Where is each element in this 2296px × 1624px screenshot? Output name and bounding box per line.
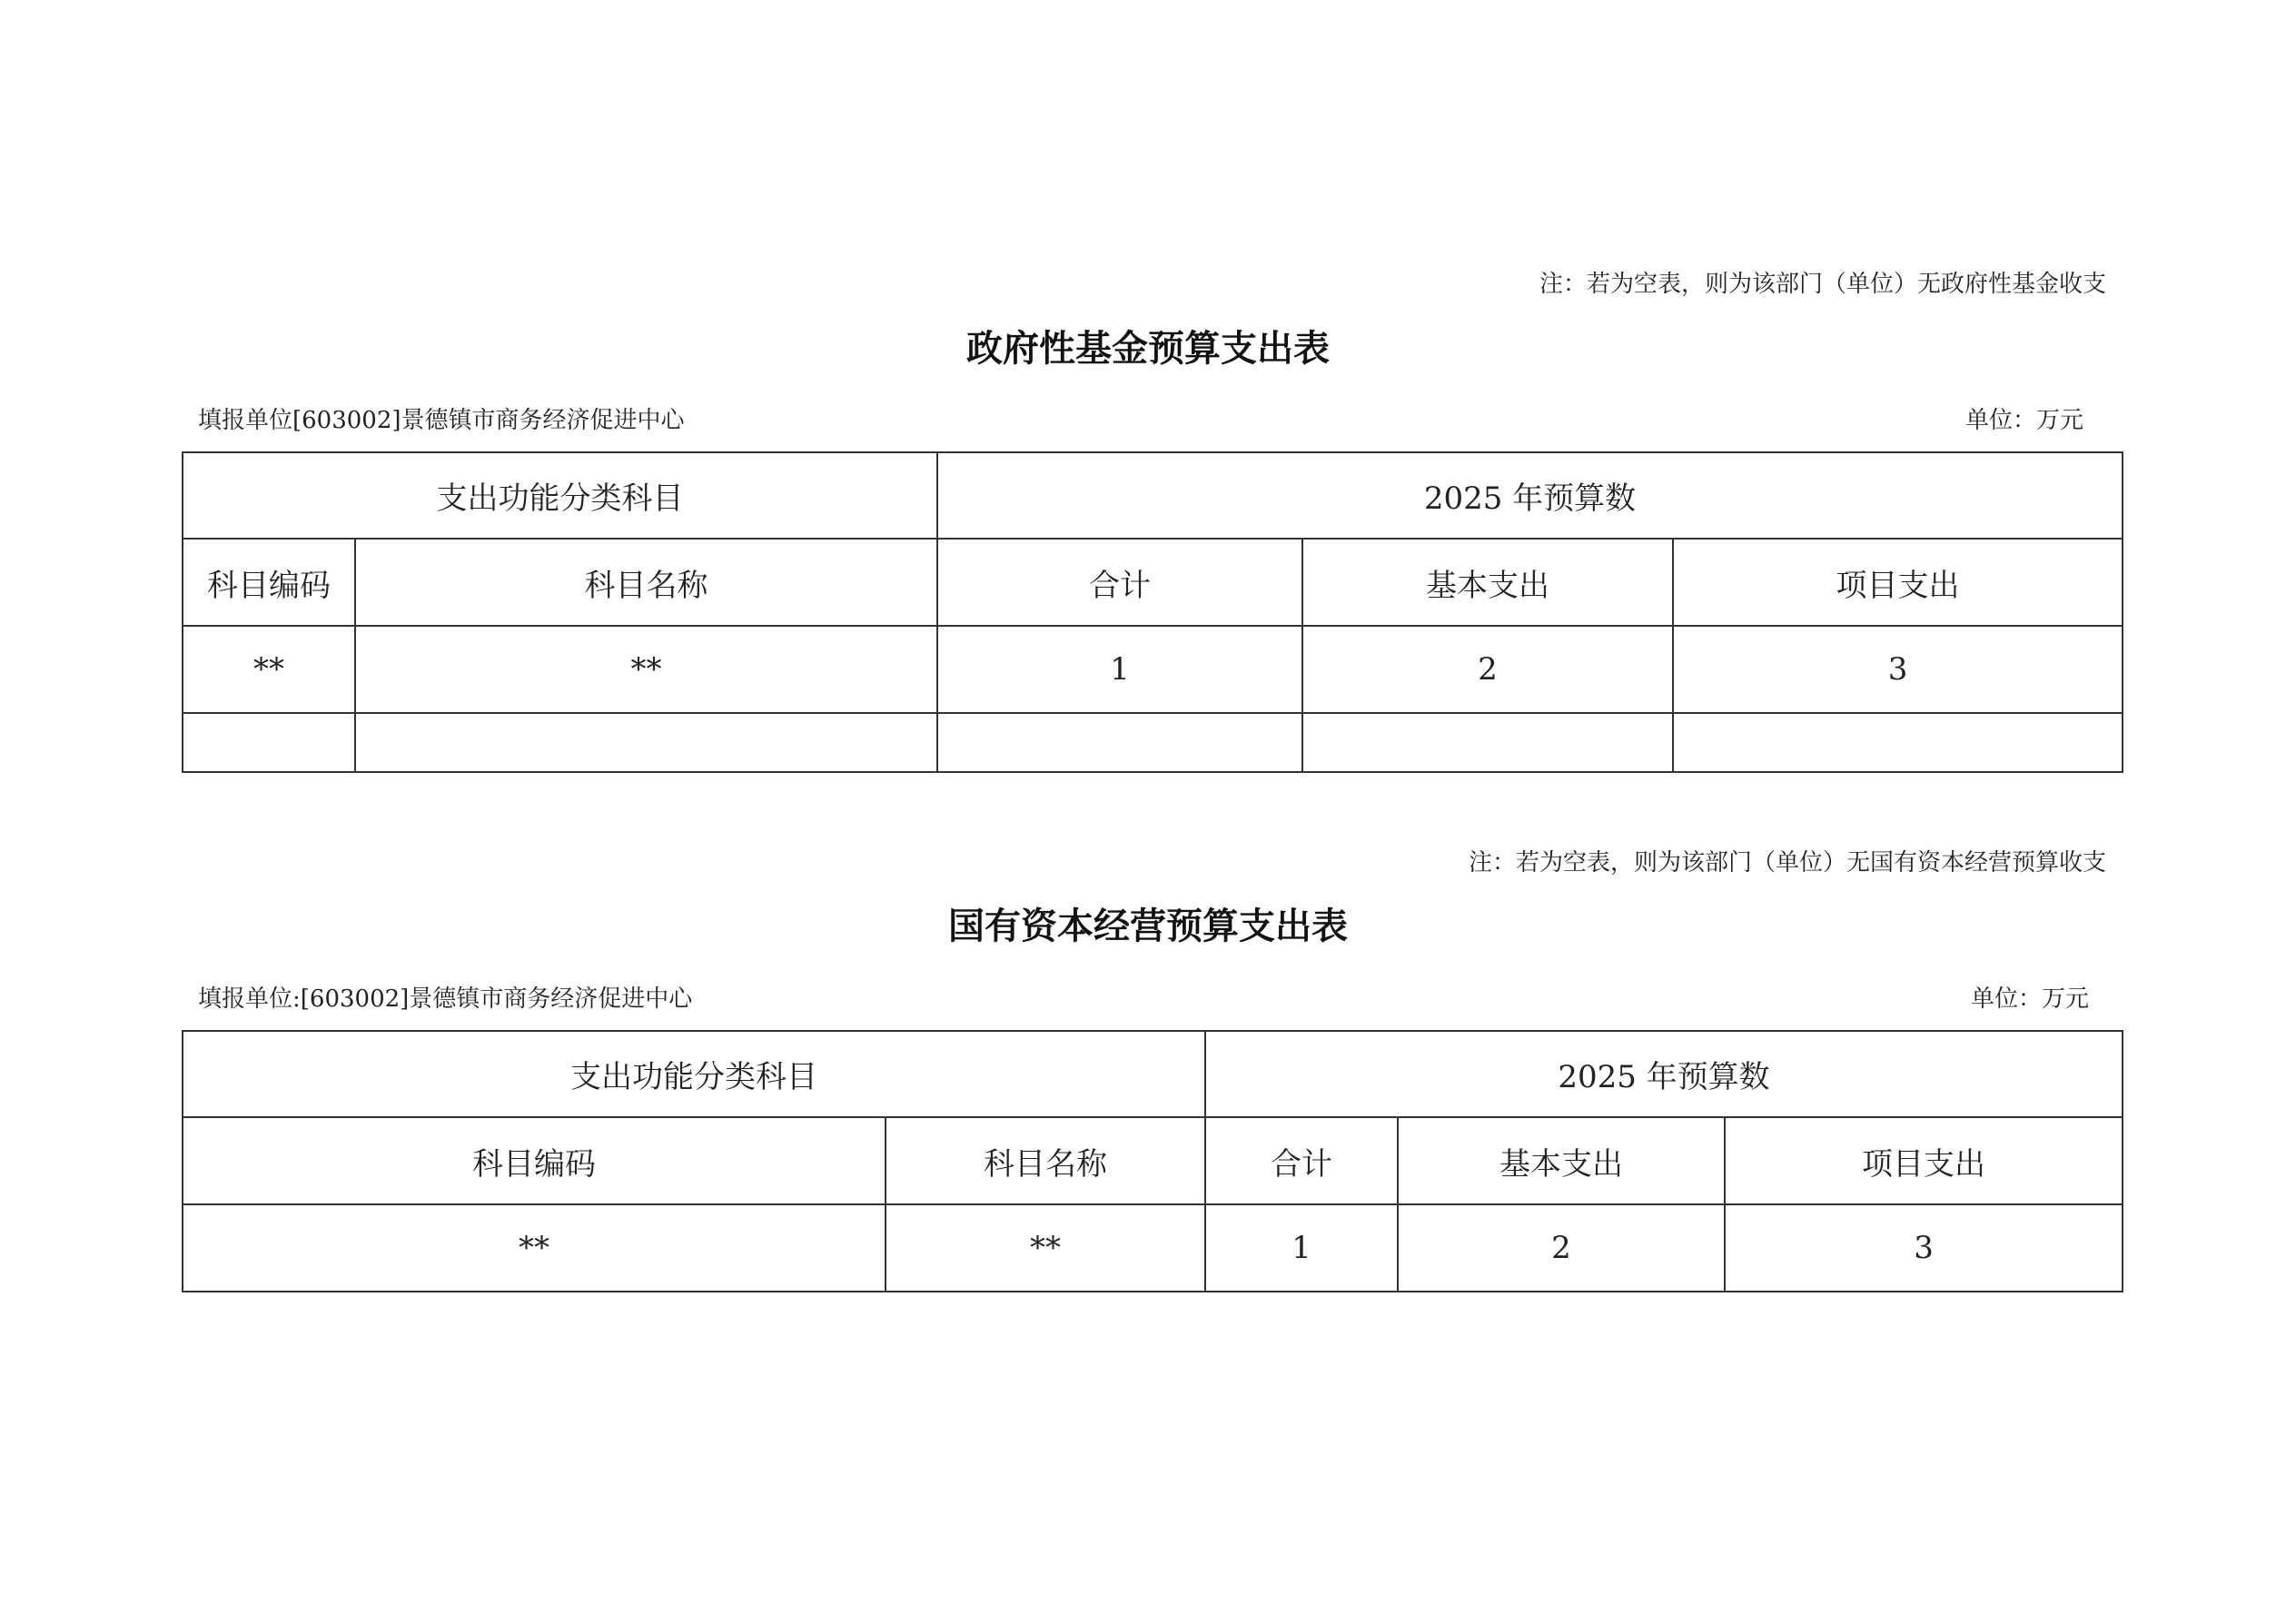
table1-group-header-row — [183, 452, 2123, 539]
table1-data-row — [183, 713, 2123, 772]
table2-index-row — [183, 1204, 2123, 1292]
table2-col-header: 项目支出 — [1725, 1117, 2123, 1204]
table1-col-header: 项目支出 — [1673, 539, 2123, 626]
table1-col-header: 合计 — [937, 539, 1302, 626]
table2-index-cell: 1 — [1205, 1204, 1398, 1292]
table2-index-cell: 2 — [1398, 1204, 1725, 1292]
table1-data-cell — [183, 713, 355, 772]
table1-col-header: 科目名称 — [355, 539, 937, 626]
table2-header-group-left: 支出功能分类科目 — [183, 1031, 1205, 1117]
table2-col-header: 科目编码 — [183, 1117, 886, 1204]
table1-index-cell: ** — [355, 626, 937, 713]
table1-index-cell: 3 — [1673, 626, 2123, 713]
table2-unit: 单位：万元 — [1970, 985, 2089, 1013]
table2-index-cell: 3 — [1725, 1204, 2123, 1292]
table2-column-header-row — [183, 1117, 2123, 1204]
table1-col-header: 科目编码 — [183, 539, 355, 626]
table1-index-cell: ** — [183, 626, 355, 713]
table1-column-header-row — [183, 539, 2123, 626]
table1-data-cell — [355, 713, 937, 772]
table2-unit-org: 填报单位:[603002]景德镇市商务经济促进中心 — [198, 985, 693, 1013]
table2-col-header: 合计 — [1205, 1117, 1398, 1204]
table2-title: 国有资本经营预算支出表 — [948, 906, 1348, 947]
table2-col-header: 基本支出 — [1398, 1117, 1725, 1204]
table1-note: 注：若为空表，则为该部门（单位）无政府性基金收支 — [1539, 271, 2106, 298]
table1-index-cell: 2 — [1302, 626, 1673, 713]
table2-group-header-row — [183, 1031, 2123, 1117]
table2-header-group-right: 2025 年预算数 — [1205, 1031, 2123, 1117]
table1 — [182, 451, 2123, 773]
table2-index-cell: ** — [886, 1204, 1205, 1292]
table1-index-row — [183, 626, 2123, 713]
table1-title: 政府性基金预算支出表 — [966, 328, 1330, 370]
table1-data-cell — [937, 713, 1302, 772]
table1-unit-org: 填报单位[603002]景德镇市商务经济促进中心 — [198, 407, 685, 434]
table1-unit: 单位：万元 — [1964, 407, 2083, 434]
table2-index-cell: ** — [183, 1204, 886, 1292]
table2-col-header: 科目名称 — [886, 1117, 1205, 1204]
table2-note: 注：若为空表，则为该部门（单位）无国有资本经营预算收支 — [1468, 849, 2106, 876]
table2 — [182, 1030, 2123, 1292]
table1-index-cell: 1 — [937, 626, 1302, 713]
table1-data-cell — [1673, 713, 2123, 772]
table1-header-group-right: 2025 年预算数 — [937, 452, 2123, 539]
table1-header-group-left: 支出功能分类科目 — [183, 452, 937, 539]
table1-data-cell — [1302, 713, 1673, 772]
table1-col-header: 基本支出 — [1302, 539, 1673, 626]
